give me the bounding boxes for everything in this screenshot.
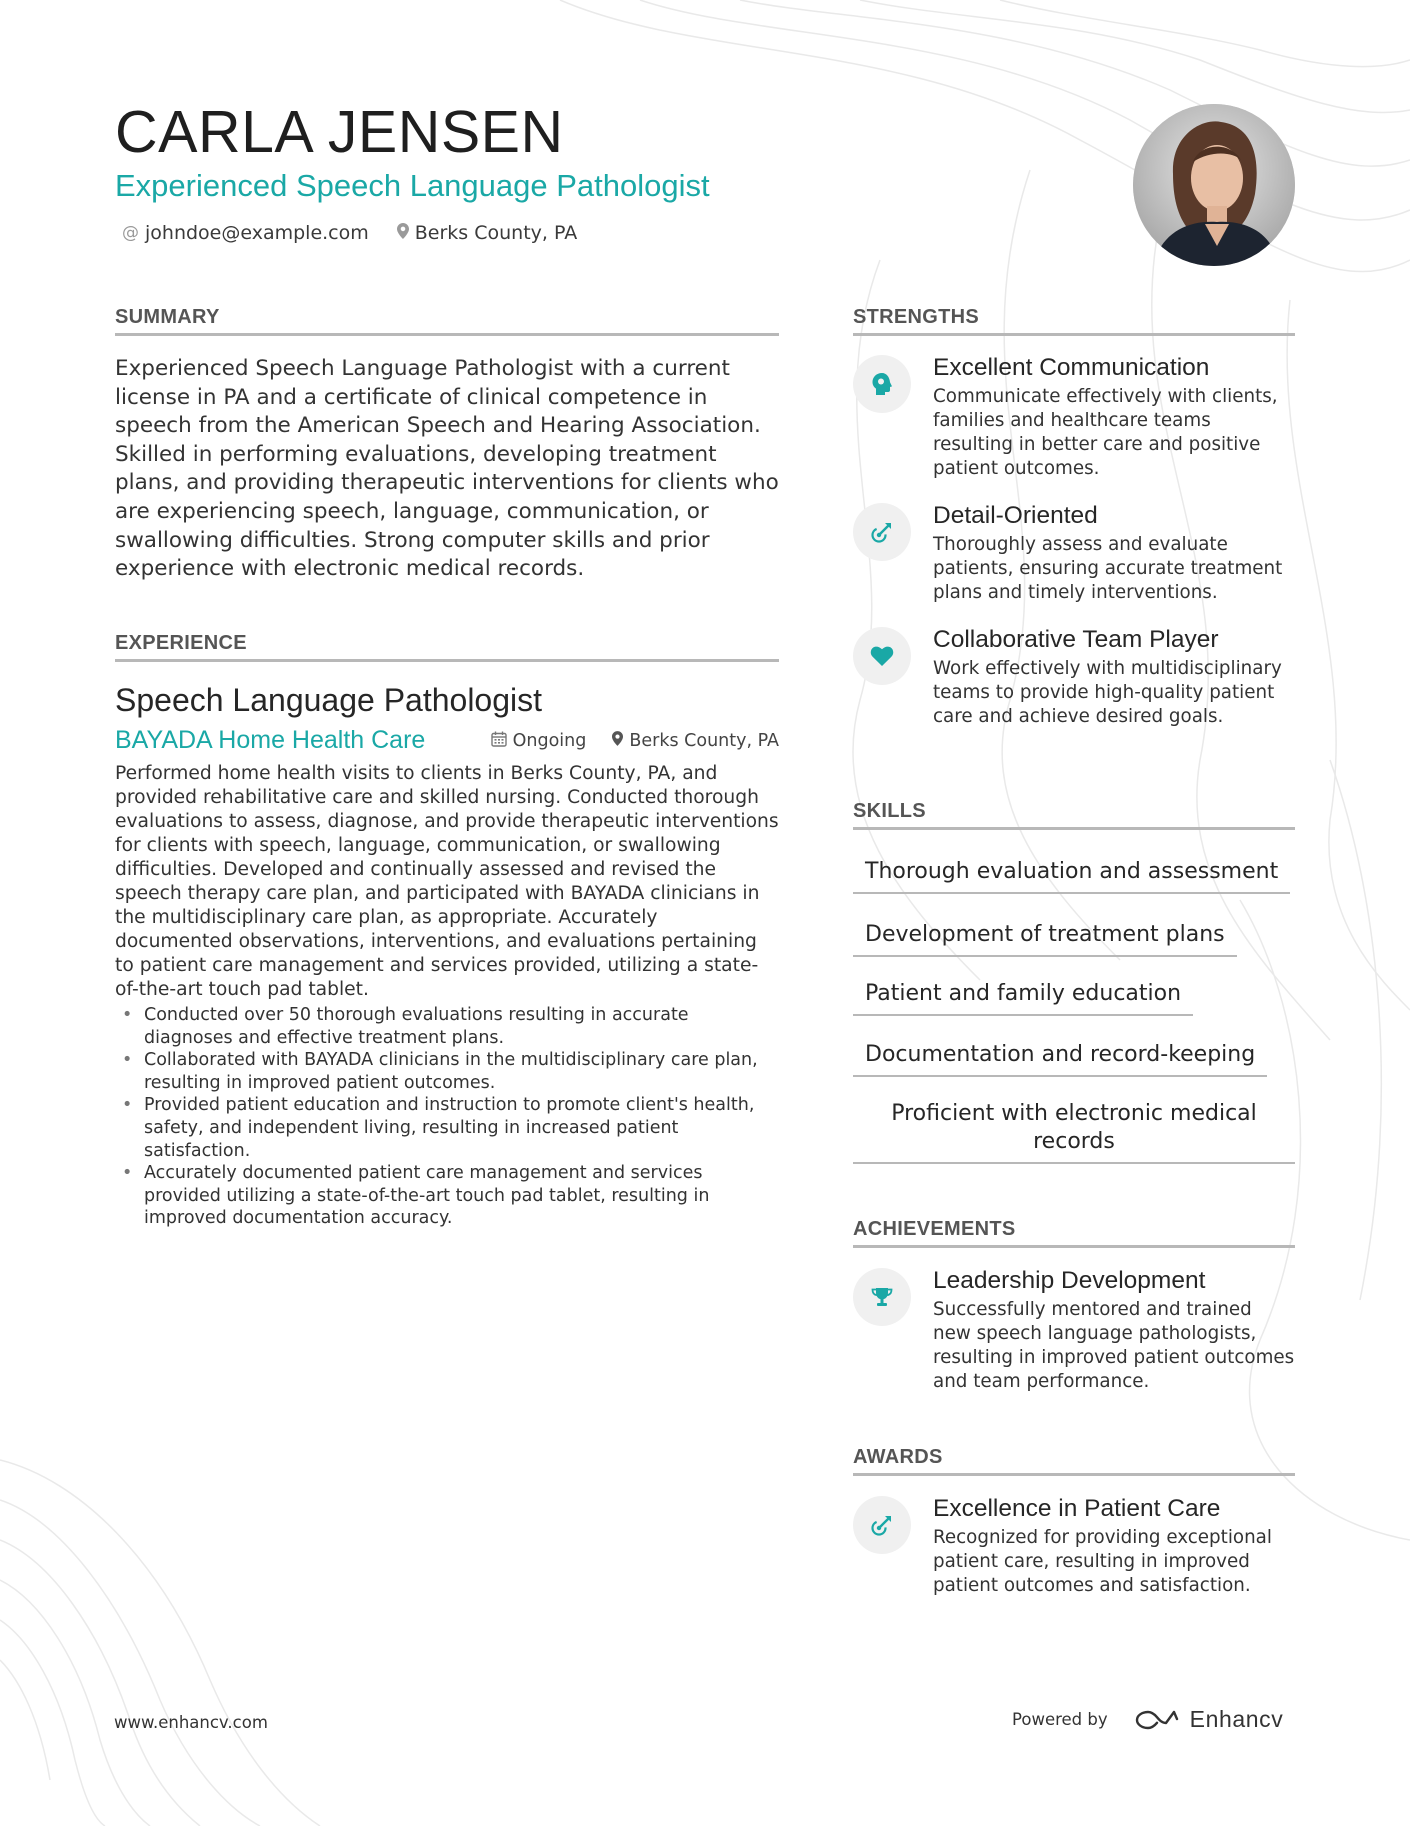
- footer-website-link[interactable]: www.enhancv.com: [114, 1713, 268, 1732]
- achievements-section: [853, 1218, 1295, 1394]
- strength-item: [853, 625, 1295, 729]
- enhancv-logo-text: Enhancv: [1189, 1706, 1284, 1732]
- award-text: Recognized for providing exceptional patient care, resulting in improved patient outcomes and satisfaction.: [933, 1527, 1272, 1596]
- achievement-title: Leadership Development: [933, 1267, 1206, 1294]
- achievement-item: [853, 1266, 1295, 1394]
- email-text: johndoe@example.com: [145, 222, 369, 244]
- calendar-icon: [491, 731, 507, 751]
- job-bullet: • Conducted over 50 thorough evaluations resulting in accurate diagnoses and effective treatment plans.: [115, 1004, 779, 1049]
- summary-title: SUMMARY: [115, 306, 779, 336]
- job-bullet: • Provided patient education and instruction to promote client's health, safety, and independent living, resulting in increased patient satisfaction.: [115, 1094, 779, 1162]
- location-text: Berks County, PA: [414, 222, 578, 244]
- head-icon: [853, 355, 911, 413]
- achievements-title: ACHIEVEMENTS: [853, 1218, 1295, 1248]
- location-pin-icon: [397, 223, 409, 244]
- job-period-text: Ongoing: [512, 730, 587, 751]
- job-description: Performed home health visits to clients in Berks County, PA, and provided rehabilitative care and skilled nursing. Conducted thorough evaluations to assess, diagnose, and provide therapeutic interventions for clients with speech, language, communication, or swallowing difficulties. Developed and continually assessed and revised the speech therapy care plan, and participated with BAYADA clinicians in the multidisciplinary care plan, as appropriate. Accurately documented observations, interventions, and evaluations pertaining to patient care management and services provided, utilizing a state-of-the-art touch pad tablet.: [115, 763, 779, 1000]
- skills-section: [853, 800, 1295, 1164]
- job-location-text: Berks County, PA: [629, 730, 779, 751]
- achievement-content: [933, 1266, 1295, 1394]
- achievement-text: Successfully mentored and trained new speech language pathologists, resulting in improved patient outcomes and team performance.: [933, 1299, 1295, 1392]
- target-arrow-icon: [853, 503, 911, 561]
- strength-text: Thoroughly assess and evaluate patients, ensuring accurate treatment plans and timely interventions.: [933, 534, 1283, 603]
- strengths-title: STRENGTHS: [853, 306, 1295, 336]
- award-title: Excellence in Patient Care: [933, 1495, 1221, 1522]
- powered-by-text: Powered by: [1012, 1710, 1108, 1729]
- job-bullets: [115, 1004, 779, 1230]
- awards-section: [853, 1446, 1295, 1598]
- footer-branding: [1012, 1706, 1283, 1733]
- strength-item: [853, 353, 1295, 481]
- enhancv-logo-icon: [1134, 1708, 1180, 1732]
- location-contact: [397, 222, 577, 244]
- strengths-section: [853, 306, 1295, 729]
- avatar: [1133, 104, 1295, 266]
- strength-text: Work effectively with multidisciplinary teams to provide high-quality patient care and achieve desired goals.: [933, 658, 1282, 727]
- location-pin-icon: [612, 731, 623, 750]
- job-company: BAYADA Home Health Care: [115, 726, 426, 754]
- skill-tag: Patient and family education: [853, 980, 1193, 1016]
- job-company-row: [115, 726, 779, 755]
- target-arrow-icon: [853, 1496, 911, 1554]
- job-bullet: • Accurately documented patient care management and services provided utilizing a state-of-the-art touch pad tablet, resulting in improved documentation accuracy.: [115, 1162, 779, 1230]
- trophy-icon: [853, 1268, 911, 1326]
- at-sign-icon: @: [122, 223, 139, 243]
- experience-title: EXPERIENCE: [115, 632, 779, 662]
- strength-text: Communicate effectively with clients, families and healthcare teams resulting in better care and positive patient outcomes.: [933, 386, 1278, 479]
- summary-text: Experienced Speech Language Pathologist with a current license in PA and a certificate of clinical competence in speech from the American Speech and Hearing Association. Skilled in performing evaluations, developing treatment plans, and providing therapeutic interventions for clients who are experiencing speech, language, communication, or swallowing difficulties. Strong computer skills and prior experience with electronic medical records.: [115, 356, 779, 582]
- strength-content: [933, 501, 1295, 605]
- skill-tag: Development of treatment plans: [853, 921, 1237, 957]
- job-bullet: • Collaborated with BAYADA clinicians in the multidisciplinary care plan, resulting in improved patient outcomes.: [115, 1049, 779, 1094]
- job-role: Speech Language Pathologist: [115, 682, 543, 718]
- skills-title: SKILLS: [853, 800, 1295, 830]
- skill-tags: [853, 858, 1295, 1164]
- skill-tag: Proficient with electronic medical records: [853, 1100, 1295, 1164]
- strength-content: [933, 625, 1295, 729]
- summary-section: [115, 306, 779, 584]
- candidate-name: CARLA JENSEN: [115, 99, 564, 165]
- contact-row: [122, 222, 577, 244]
- job-location: [612, 731, 779, 751]
- strength-item: [853, 501, 1295, 605]
- job-meta: [491, 731, 779, 751]
- enhancv-logo[interactable]: [1134, 1706, 1284, 1733]
- experience-section: [115, 632, 779, 1230]
- strength-title: Excellent Communication: [933, 354, 1210, 381]
- heart-icon: [853, 627, 911, 685]
- award-content: [933, 1494, 1295, 1598]
- skill-tag: Thorough evaluation and assessment: [853, 858, 1290, 894]
- email-contact[interactable]: [122, 222, 369, 244]
- strength-content: [933, 353, 1295, 481]
- skill-tag: Documentation and record-keeping: [853, 1041, 1267, 1077]
- awards-title: AWARDS: [853, 1446, 1295, 1476]
- strength-title: Collaborative Team Player: [933, 626, 1219, 653]
- job-period: [491, 731, 587, 751]
- award-item: [853, 1494, 1295, 1598]
- candidate-headline: Experienced Speech Language Pathologist: [115, 168, 710, 203]
- strength-title: Detail-Oriented: [933, 502, 1098, 529]
